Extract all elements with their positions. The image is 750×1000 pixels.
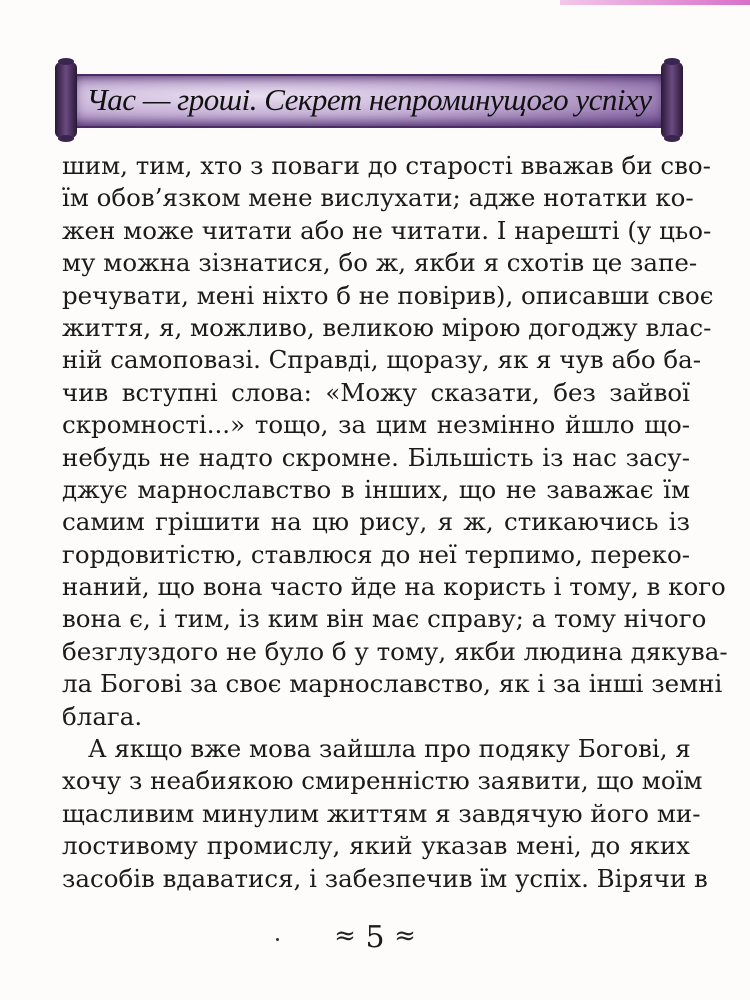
scroll-roll-left-icon (55, 62, 77, 138)
text-line: самим грішити на цю рису, я ж, стикаючись із (62, 507, 690, 537)
text-line: жен може читати або не читати. І нарешті (у цьо- (62, 215, 712, 245)
text-line: ній самоповазі. Справді, щоразу, як я чув або ба- (62, 345, 702, 375)
text-line: безглуздого не було б у тому, якби людина дякува- (62, 636, 728, 666)
text-line: щасливим минулим життям я завдячую його ми- (62, 798, 701, 828)
page-number: 5 (365, 920, 385, 955)
text-line: лостивому промислу, який указав мені, до яких (62, 831, 690, 861)
text-line: шим, тим, хто з поваги до старості вважав би сво- (62, 151, 711, 180)
text-line: А якщо вже мова зайшла про подяку Богові, я (88, 734, 691, 764)
text-line: наний, що вона часто йде на користь і тому, в кого (62, 572, 726, 602)
text-line: гордовитістю, ставлюся до неї терпимо, переко- (62, 539, 690, 569)
text-line: чив вступні слова: «Можу сказати, без зайвої (62, 377, 690, 407)
running-header-title: Час — гроші. Секрет непроминущого успіху (86, 82, 652, 117)
text-line: життя, я, можливо, великою мірою догоджу влас- (62, 312, 712, 342)
text-line: засобів вдаватися, і забезпечив їм успіх. Вірячи в (62, 863, 708, 893)
body-text (62, 150, 728, 895)
text-line: джує марнославство в інших, що не заважає їм (62, 474, 690, 504)
text-line: блага. (62, 701, 143, 731)
text-line: їм обов’язком мене вислухати; адже нотатки ко- (62, 183, 694, 213)
ornament-right-icon: ≈ (394, 921, 416, 951)
chapter-banner-scroll (55, 62, 683, 138)
text-line: небудь не надто скромне. Більшість із нас засу- (62, 442, 690, 472)
text-line: хочу з неабиякою смиренністю заявити, що моїм (62, 766, 703, 796)
ornament-left-icon: ≈ (334, 921, 356, 951)
text-line: ла Богові за своє марнославство, як і за інші земні (62, 669, 723, 699)
page-footer (0, 920, 750, 955)
text-line: вона є, і тим, із ким він має справу; а тому нічого (62, 604, 707, 634)
scroll-roll-right-icon (661, 62, 683, 138)
text-line: речувати, мені ніхто б не повірив), описавши своє (62, 280, 714, 310)
top-edge-stripe (560, 0, 750, 5)
text-line: скромності...» тощо, за цим незмінно йшло що- (62, 410, 690, 440)
text-line: му можна зізнатися, бо ж, якби я схотів це запе- (62, 248, 698, 278)
